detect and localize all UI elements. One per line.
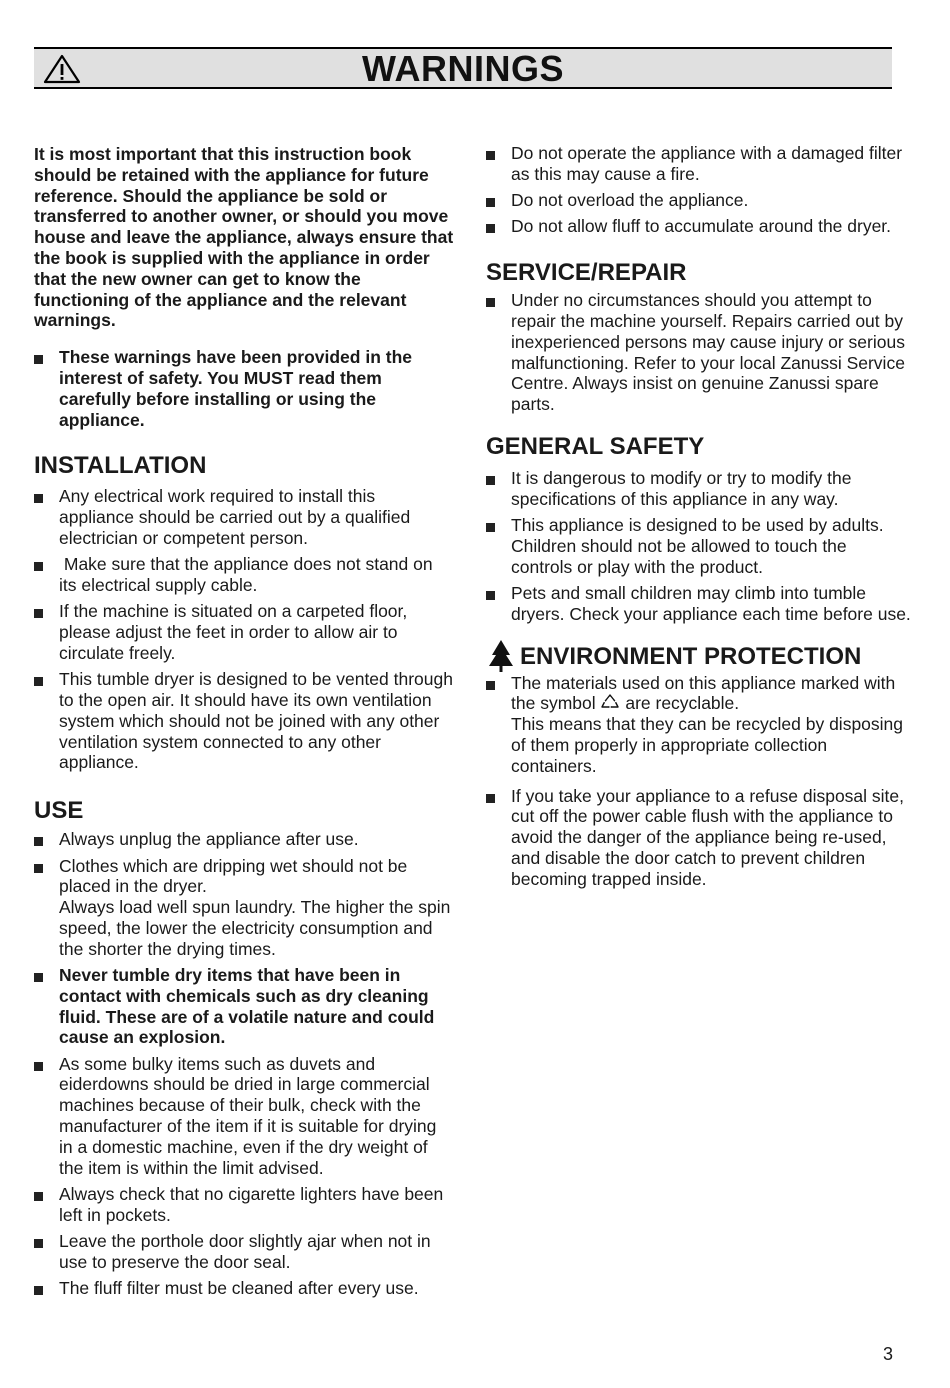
installation-section — [34, 452, 454, 773]
right-column — [486, 143, 911, 895]
safety-note-list — [34, 347, 454, 430]
list-item: Under no circumstances should you attempt to repair the machine yourself. Repairs carried out by inexperienced persons may cause injury or serious malfunctioning. Refer to your local Zanussi Service Centre. Always insist on genuine Zanussi spare parts. — [486, 290, 911, 415]
bullet-icon — [34, 864, 43, 873]
bullet-icon — [486, 151, 495, 160]
list-item: If you take your appliance to a refuse disposal site, cut off the power cable flush with the appliance to avoid the danger of the appliance being re-used, and disable the door catch to prevent children becoming trapped inside. — [486, 786, 911, 890]
bullet-icon — [34, 1062, 43, 1071]
installation-heading: INSTALLATION — [34, 452, 207, 480]
bullet-icon — [34, 837, 43, 846]
bullet-icon — [34, 562, 43, 571]
list-item: Do not allow fluff to accumulate around the dryer. — [486, 216, 911, 237]
recycle-icon — [600, 693, 620, 711]
bullet-icon — [34, 1192, 43, 1201]
list-item: This tumble dryer is designed to be vented through to the open air. It should have its own ventilation system which should not be joined with any other ventilation system connected to any other appliance. — [34, 669, 454, 773]
list-item: Make sure that the appliance does not stand on its electrical supply cable. — [34, 554, 454, 596]
bullet-icon — [486, 476, 495, 485]
bullet-icon — [34, 1286, 43, 1295]
list-item: Always check that no cigarette lighters have been left in pockets. — [34, 1184, 454, 1226]
bullet-icon — [486, 794, 495, 803]
list-item: Clothes which are dripping wet should not be placed in the dryer. Always load well spun laundry. The higher the spin speed, the lower the electricity consumption and the shorter the drying times. — [34, 856, 454, 960]
left-column — [34, 144, 454, 1304]
installation-list — [34, 486, 454, 773]
service-list — [486, 290, 911, 415]
list-item: If the machine is situated on a carpeted floor, please adjust the feet in order to allow air to circulate freely. — [34, 601, 454, 663]
bullet-icon — [34, 677, 43, 686]
bullet-icon — [34, 973, 43, 982]
list-item: Do not operate the appliance with a damaged filter as this may cause a fire. — [486, 143, 911, 185]
page-title: WARNINGS — [362, 48, 564, 89]
environment-heading-row — [486, 639, 911, 671]
intro-paragraph: It is most important that this instruction book should be retained with the appliance for future reference. Should the appliance be sold or transferred to another owner, or should you move house and leave the appliance, always ensure that the book is supplied with the appliance in order that the new owner can get to know the functioning of the appliance and the relevant warnings. — [34, 144, 454, 331]
list-item: This appliance is designed to be used by adults. Children should not be allowed to touch the controls or play with the product. — [486, 515, 911, 577]
bullet-icon — [486, 298, 495, 307]
list-item: Leave the porthole door slightly ajar when not in use to preserve the door seal. — [34, 1231, 454, 1273]
list-item: Always unplug the appliance after use. — [34, 829, 454, 850]
list-item: It is dangerous to modify or try to modify the specifications of this appliance in any way. — [486, 468, 911, 510]
list-item: Do not overload the appliance. — [486, 190, 911, 211]
bullet-icon — [34, 609, 43, 618]
list-item: As some bulky items such as duvets and eiderdowns should be dried in large commercial machines because of their bulk, check with the manufacturer of the item if it is suitable for drying in a domestic machine, even if the dry weight of the item is within the limit advised. — [34, 1054, 454, 1179]
safety-note: These warnings have been provided in the interest of safety. You MUST read them carefully before installing or using the appliance. — [34, 347, 454, 430]
service-section — [486, 259, 911, 415]
service-heading: SERVICE/REPAIR — [486, 259, 687, 287]
filter-list — [486, 143, 911, 237]
bullet-icon — [486, 523, 495, 532]
bullet-icon — [486, 591, 495, 600]
page-number: 3 — [883, 1344, 894, 1364]
bullet-icon — [34, 494, 43, 503]
list-item: The fluff filter must be cleaned after every use. — [34, 1278, 454, 1299]
bullet-icon — [486, 681, 495, 690]
general-safety-list — [486, 468, 911, 625]
bullet-icon — [34, 355, 43, 364]
list-item: Never tumble dry items that have been in contact with chemicals such as dry cleaning fluid. These are of a volatile nature and could cause an explosion. — [34, 965, 454, 1048]
general-safety-section — [486, 433, 911, 625]
environment-section — [486, 639, 911, 890]
use-heading: USE — [34, 797, 84, 825]
use-section — [34, 797, 454, 1299]
use-list — [34, 829, 454, 1299]
list-item: Any electrical work required to install this appliance should be carried out by a qualified electrician or competent person. — [34, 486, 454, 548]
general-safety-heading: GENERAL SAFETY — [486, 432, 705, 460]
bullet-icon — [34, 1239, 43, 1248]
environment-heading: ENVIRONMENT PROTECTION — [520, 642, 862, 670]
environment-list — [486, 673, 911, 890]
bullet-icon — [486, 198, 495, 207]
list-item: Pets and small children may climb into tumble dryers. Check your appliance each time before use. — [486, 583, 911, 625]
bullet-icon — [486, 224, 495, 233]
tree-icon — [486, 639, 516, 673]
page-header — [34, 47, 892, 89]
list-item: The materials used on this appliance marked with the symbol are recyclable. This means that they can be recycled by disposing of them properly in appropriate collection containers. — [486, 673, 911, 777]
